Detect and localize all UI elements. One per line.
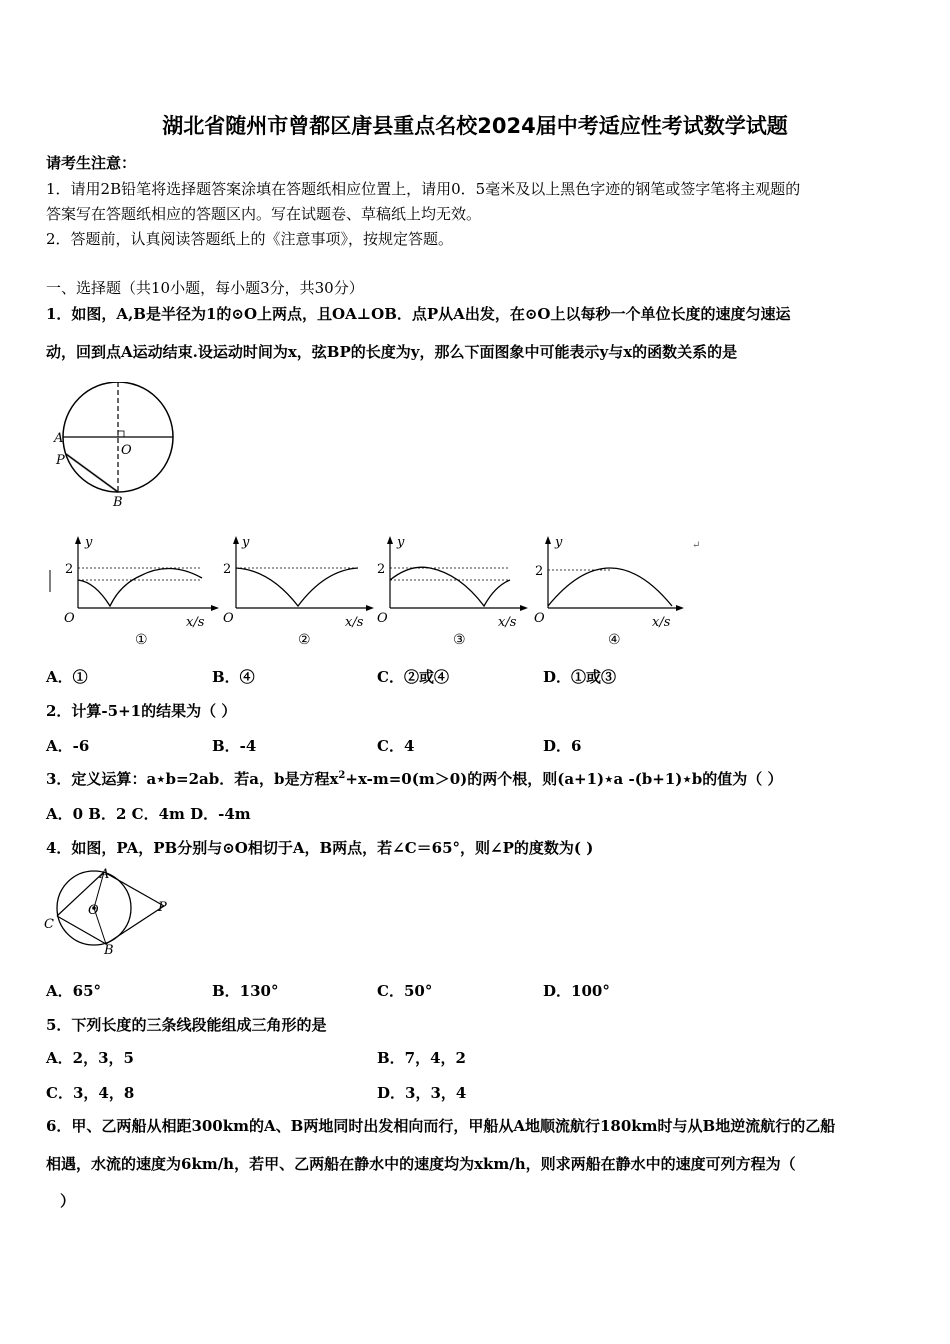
graph-1-x-label: x/s [186,615,205,630]
graph-3-y-arrow [387,536,393,544]
tangent-pb [106,906,164,944]
label-p: P [56,453,65,468]
graph-4-y-arrow [545,536,551,544]
graph-4-x-label: x/s [652,615,671,630]
graph-2-tick-2: 2 [223,562,232,577]
graph-3-x-label: x/s [498,615,517,630]
graph-4-origin: O [534,611,545,626]
graph-2-x-label: x/s [345,615,364,630]
graph-1-tick-2: 2 [65,562,74,577]
q5-option-d[interactable]: D．3，3，4 [377,1084,467,1102]
question-2-stem: 2．计算-5+1的结果为（ ） [46,702,237,720]
q5-option-a[interactable]: A．2，3，5 [46,1049,134,1067]
graph-2-curve [236,568,358,606]
graph-3-origin: O [377,611,388,626]
q1-option-a[interactable]: A．① [46,668,88,686]
tangent-pa [104,872,164,906]
q1-option-d[interactable]: D．①或③ [543,668,617,686]
q3-options[interactable]: A．0 B．2 C．4m D．-4m [46,805,251,823]
q4-option-a[interactable]: A．65° [46,982,102,1000]
graph-3-curve [390,567,510,606]
graph-4-x-arrow [676,605,684,611]
question-5-stem: 5．下列长度的三条线段能组成三角形的是 [46,1016,327,1034]
graph-3-tick-2: 2 [377,562,386,577]
q2-option-a[interactable]: A．-6 [46,737,90,755]
question-1-stem-cont: 动，回到点A运动结束.设运动时间为x，弦BP的长度为y，那么下面图象中可能表示y与x的函数关系的是 [46,343,738,361]
graph-2 [223,535,374,648]
question-3-stem [46,768,783,789]
graph-2-y-label: y [242,535,250,550]
label-o: O [121,443,132,458]
label-o: O [88,903,99,918]
q5-option-c[interactable]: C．3，4，8 [46,1084,135,1102]
question-6-stem-cont: 相遇，水流的速度为6km/h，若甲、乙两船在静水中的速度均为xkm/h，则求两船在静水中的速度可列方程为（ [46,1155,796,1173]
page-title: 湖北省随州市曾都区唐县重点名校2024届中考适应性考试数学试题 [162,114,788,138]
q4-option-d[interactable]: D．100° [543,982,610,1000]
question-1-graphs [40,530,700,655]
right-angle-mark [118,431,124,437]
q3-stem-part-1: 3．定义运算：a⋆b=2ab．若a，b是方程x [46,770,339,788]
graph-3-number: ③ [453,632,466,648]
graph-2-x-arrow [366,605,374,611]
question-1-circle-figure [50,382,190,512]
q5-option-b[interactable]: B．7，4，2 [377,1049,466,1067]
notice-item-2: 2．答题前，认真阅读答题纸上的《注意事项》，按规定答题。 [46,230,454,248]
q3-stem-part-2: +x-m=0(m＞0)的两个根，则(a+1)⋆a -(b+1)⋆b的值为（ ） [345,770,783,788]
notice-item-1-cont: 答案写在答题纸相应的答题区内。写在试题卷、草稿纸上均无效。 [46,205,482,223]
graph-4-number: ④ [608,632,621,648]
graph-3-x-arrow [520,605,528,611]
graph-1-x-arrow [211,605,219,611]
q2-option-d[interactable]: D．6 [543,737,582,755]
graph-2-origin: O [223,611,234,626]
question-4-figure [42,866,182,956]
graph-1-curve [78,568,202,606]
q2-option-b[interactable]: B．-4 [212,737,257,755]
q4-option-b[interactable]: B．130° [212,982,279,1000]
graph-1-y-arrow [75,536,81,544]
notice-item-1: 1．请用2B铅笔将选择题答案涂填在答题纸相应位置上，请用0．5毫米及以上黑色字迹的钢笔或签字笔将主观题的 [46,180,801,198]
return-mark: ↵ [692,540,700,551]
graph-4-tick-2: 2 [535,564,544,579]
label-c: C [44,917,54,932]
q3-exponent: 2 [338,770,346,781]
label-a: A [54,431,64,446]
question-6-stem-end: ） [60,1192,76,1210]
graph-1-origin: O [64,611,75,626]
q1-option-b[interactable]: B．④ [212,668,255,686]
graph-1 [64,535,219,648]
graph-2-number: ② [298,632,311,648]
question-6-stem: 6．甲、乙两船从相距300km的A、B两地同时出发相向而行，甲船从A地顺流航行180km时与从B地逆流航行的乙船 [46,1117,836,1135]
graph-3 [377,535,528,648]
label-p: P [158,900,167,915]
q4-option-c[interactable]: C．50° [377,982,433,1000]
question-1-stem: 1．如图，A,B是半径为1的⊙O上两点，且OA⊥OB．点P从A出发，在⊙O上以每秒一个单位长度的速度匀速运 [46,305,791,323]
graph-3-y-label: y [397,535,405,550]
q2-option-c[interactable]: C．4 [377,737,415,755]
graph-4-y-label: y [555,535,563,550]
notice-heading: 请考生注意： [46,154,137,172]
label-a: A [100,867,110,882]
graph-2-y-arrow [233,536,239,544]
label-b: B [104,943,114,956]
question-4-stem: 4．如图，PA，PB分别与⊙O相切于A，B两点，若∠C＝65°，则∠P的度数为( ) [46,839,594,857]
graph-4-curve [548,568,672,606]
graph-1-number: ① [135,632,148,648]
q1-option-c[interactable]: C．②或④ [377,668,449,686]
label-b: B [113,495,123,510]
graph-4 [534,535,684,648]
section-heading: 一、选择题（共10小题，每小题3分，共30分） [46,279,364,297]
graph-1-y-label: y [85,535,93,550]
